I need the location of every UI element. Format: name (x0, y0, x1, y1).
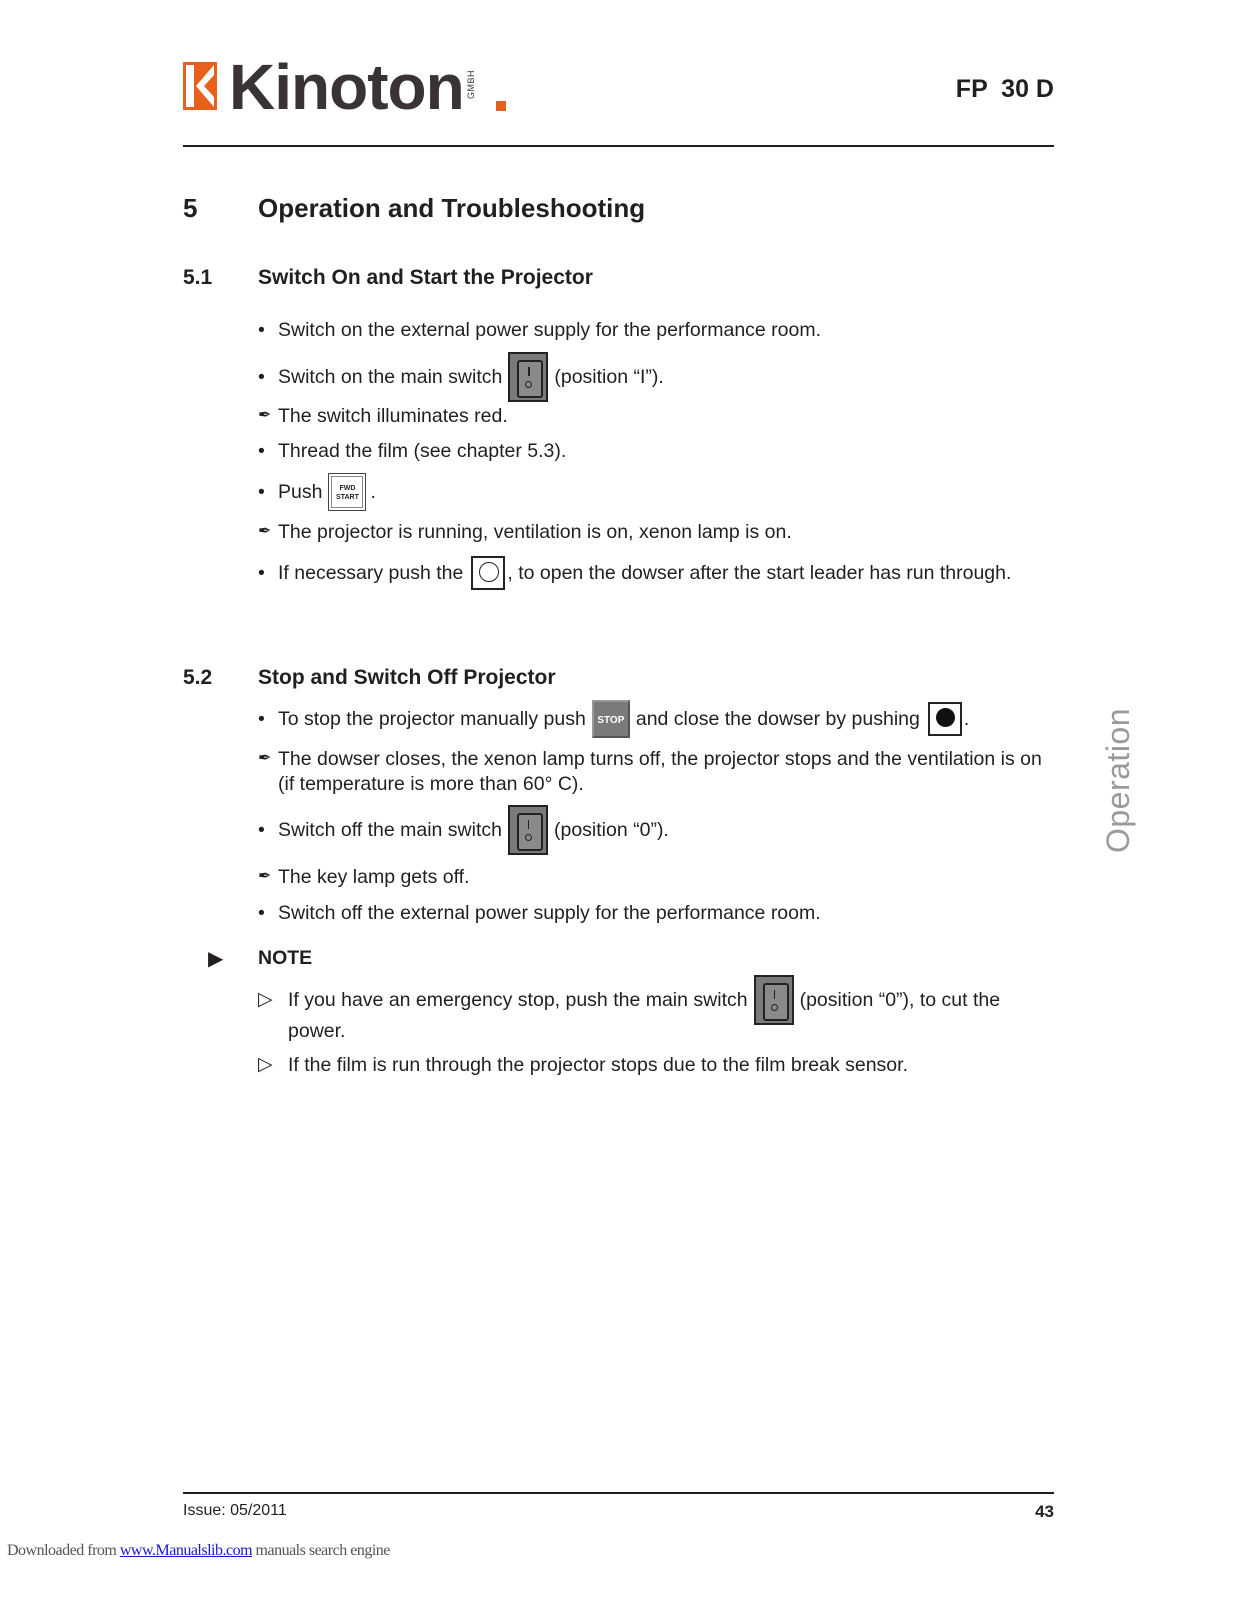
stop-button-icon: STOP (592, 700, 630, 738)
list-item: • To stop the projector manually push STOP and close the dowser by pushing . (258, 700, 969, 738)
footer-issue: Issue: 05/2011 (183, 1502, 287, 1519)
side-tab-label: Operation (1100, 707, 1136, 853)
main-switch-icon (754, 975, 794, 1025)
section-number: 5 (183, 193, 198, 223)
download-notice: Downloaded from www.Manualslib.com manuals search engine (7, 1542, 390, 1559)
pointing-hand-icon: ✒ (258, 407, 272, 424)
dowser-close-button-icon (928, 702, 962, 736)
kinoton-logo-icon (183, 62, 217, 110)
footer-rule (183, 1492, 1054, 1494)
list-item: • Switch on the external power supply for the performance room. (258, 319, 822, 341)
note-item: ▷ If the film is run through the projector stops due to the film break sensor. (258, 1054, 908, 1076)
bullet: • (258, 708, 265, 730)
subsection-number: 5.2 (183, 666, 213, 689)
logo-text: Kinoton (229, 51, 464, 123)
result-item: ✒ The switch illuminates red. (258, 405, 508, 427)
subsection-title: Switch On and Start the Projector (258, 266, 593, 289)
list-item: • Switch on the main switch (position “I”). (258, 352, 664, 402)
main-switch-on-icon (508, 352, 548, 402)
note-item-continuation: power. (288, 1020, 346, 1042)
logo-gmbh: GMBH (465, 70, 476, 99)
subsection-title: Stop and Switch Off Projector (258, 666, 556, 689)
note-item: ▷ If you have an emergency stop, push the main switch (position “0”), to cut the (258, 975, 1000, 1025)
page-number: 43 (1035, 1502, 1054, 1521)
bullet: • (258, 440, 265, 462)
model-name: FP 30 D (955, 75, 1054, 103)
bullet: • (258, 562, 265, 584)
bullet: • (258, 366, 265, 388)
bullet: • (258, 819, 265, 841)
list-item: • If necessary push the , to open the dowser after the start leader has run through. (258, 556, 1011, 590)
result-item: ✒ The key lamp gets off. (258, 866, 470, 888)
subsection-number: 5.1 (183, 266, 213, 289)
note-arrow-icon: ▶ (208, 948, 224, 970)
triangle-bullet-icon: ▷ (258, 989, 273, 1010)
bullet: • (258, 319, 265, 341)
bullet: • (258, 902, 265, 924)
section-title: Operation and Troubleshooting (258, 193, 646, 223)
list-item: • Thread the film (see chapter 5.3). (258, 440, 567, 462)
list-item: • Push FWD START . (258, 473, 376, 511)
result-item: ✒ The dowser closes, the xenon lamp turns off, the projector stops and the ventilation is on (if temperature is more than 60° C). (258, 748, 1042, 795)
triangle-bullet-icon: ▷ (258, 1054, 273, 1075)
main-switch-off-icon (508, 805, 548, 855)
list-item: • Switch off the main switch (position “0”). (258, 805, 669, 855)
bullet: • (258, 481, 265, 503)
logo-dot (496, 101, 506, 111)
pointing-hand-icon: ✒ (258, 868, 272, 885)
pointing-hand-icon: ✒ (258, 750, 272, 767)
kinoton-logo (183, 51, 476, 123)
side-tab (1100, 707, 1136, 853)
header-rule (183, 145, 1054, 147)
list-item: • Switch off the external power supply for the performance room. (258, 902, 821, 924)
fwd-start-button-icon: FWD START (328, 473, 366, 511)
note-label: NOTE (258, 947, 313, 969)
result-item: ✒ The projector is running, ventilation is on, xenon lamp is on. (258, 521, 792, 543)
pointing-hand-icon: ✒ (258, 523, 272, 540)
dowser-open-button-icon (471, 556, 505, 590)
manualslib-link[interactable]: www.Manualslib.com (119, 1542, 253, 1559)
